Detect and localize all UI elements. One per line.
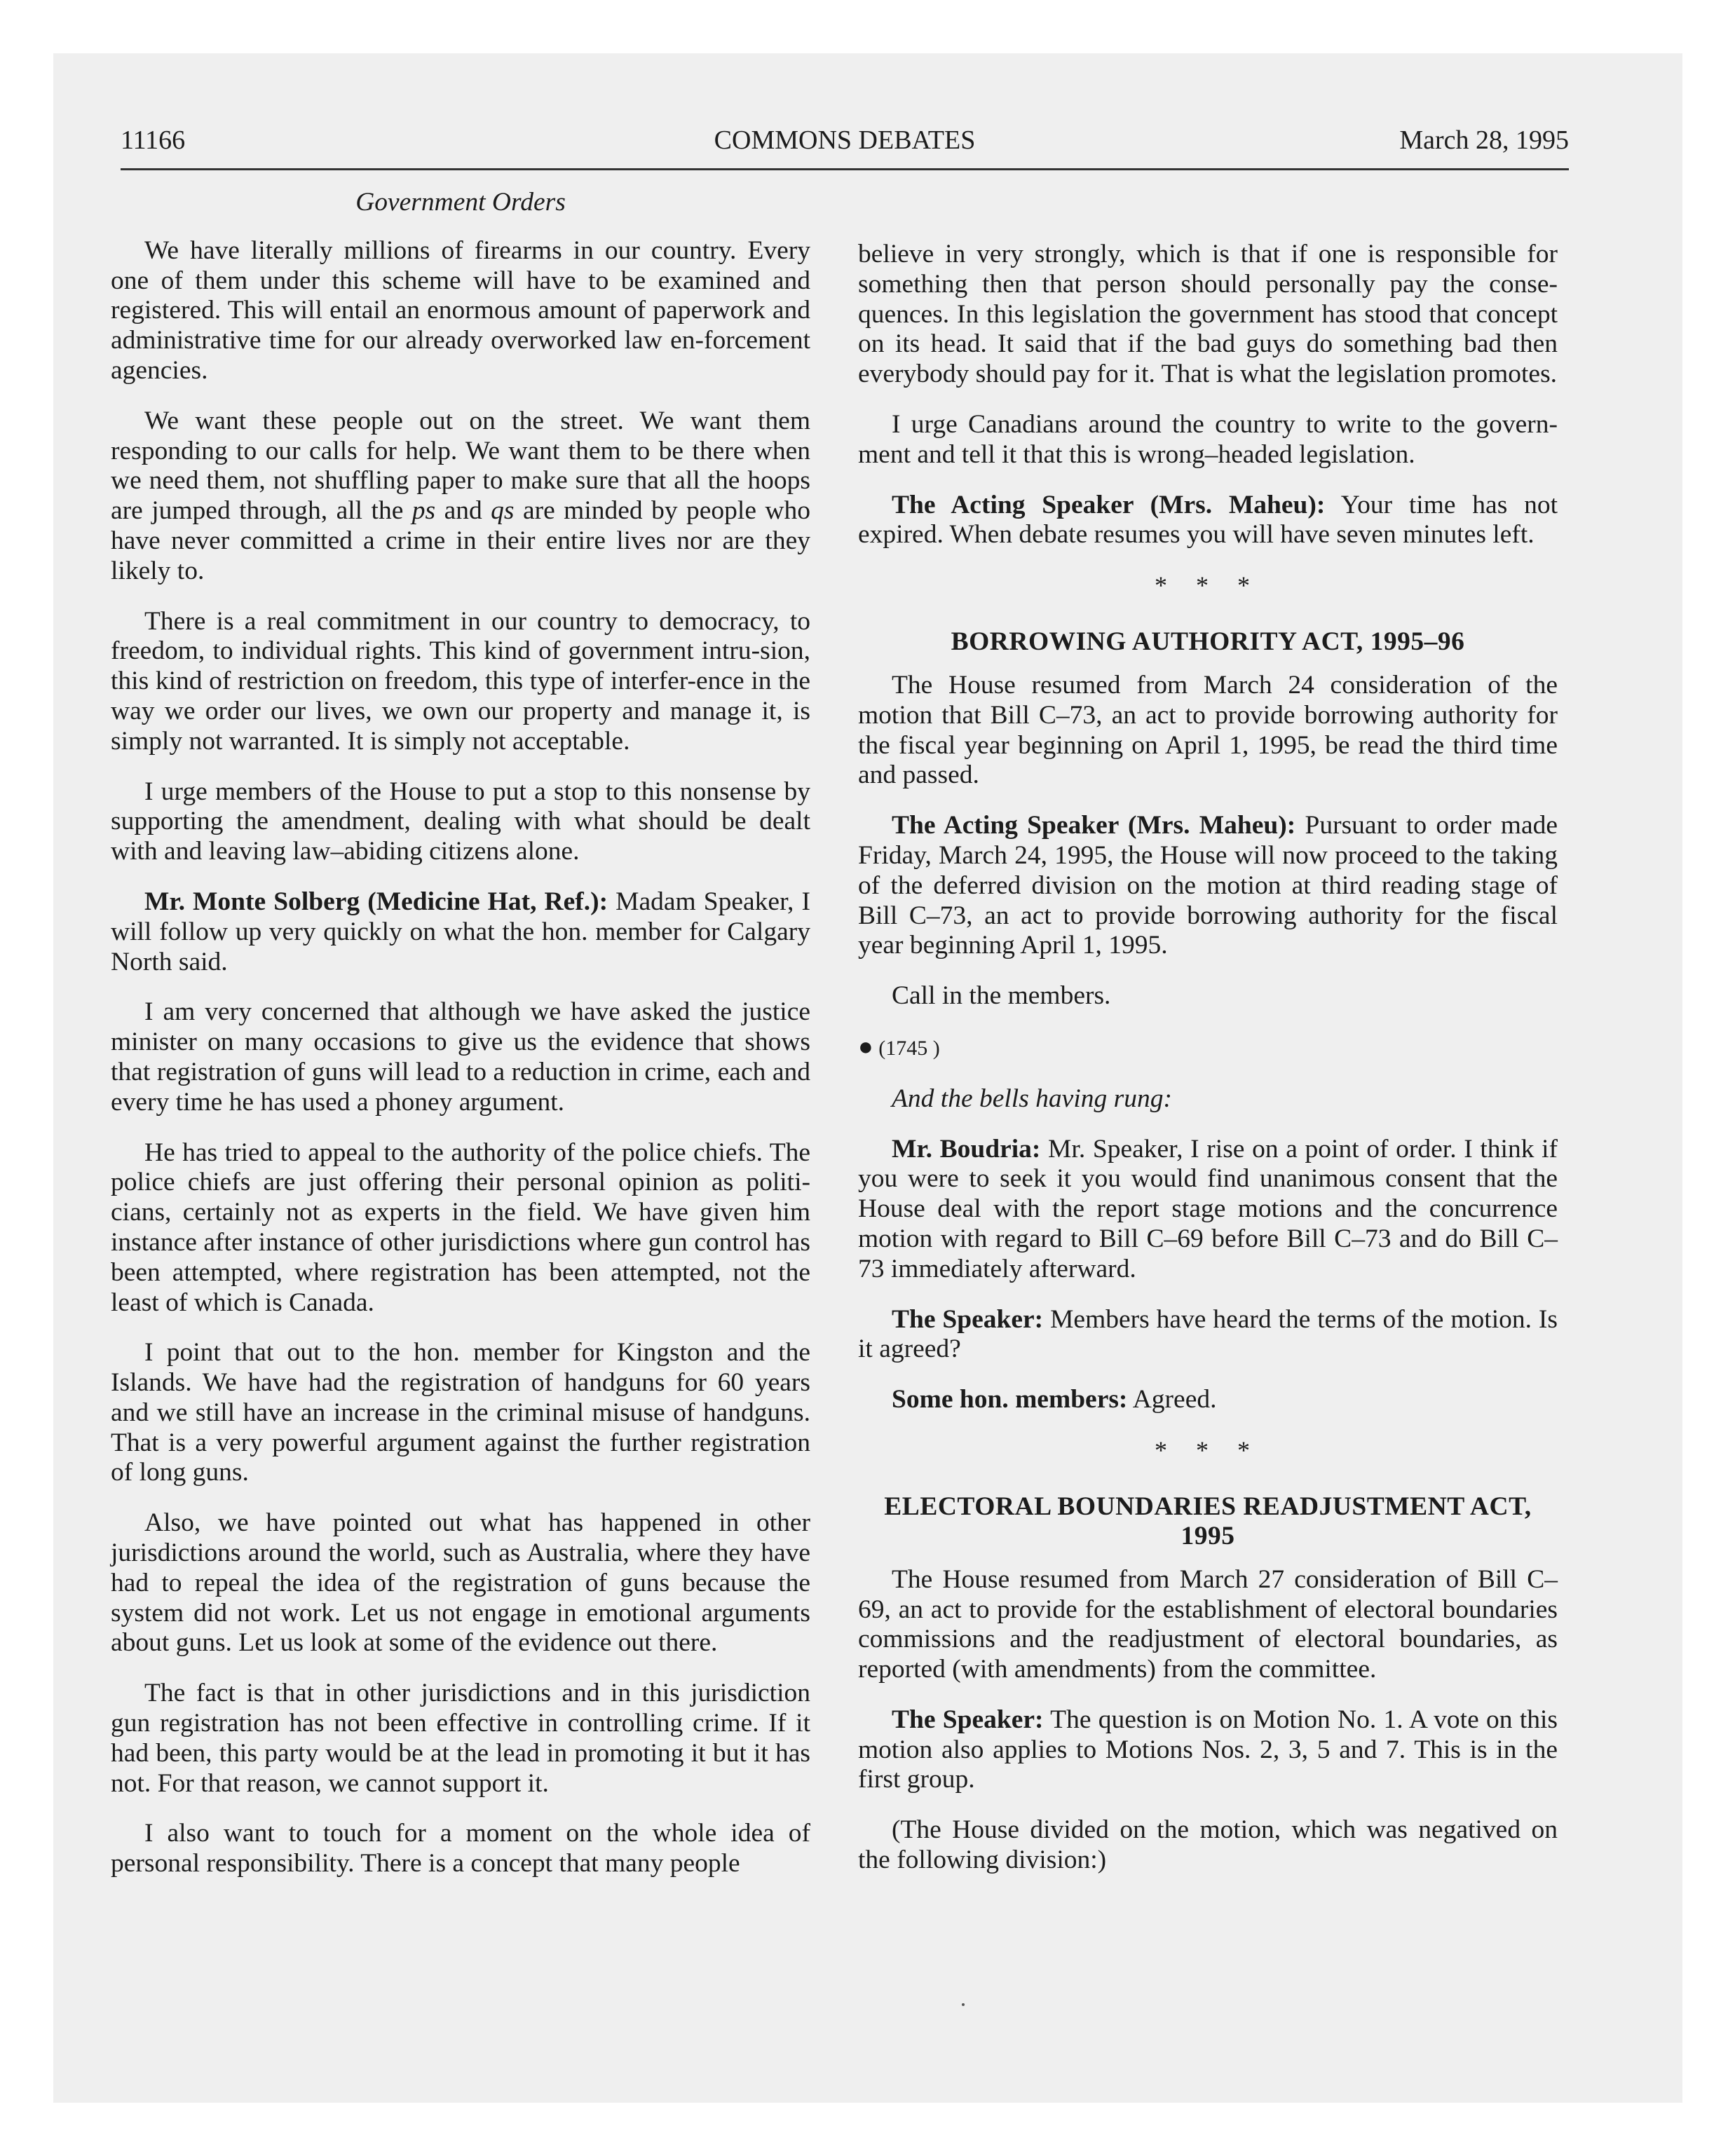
page-header — [121, 119, 1569, 170]
section-separator: * * * — [1155, 1435, 1261, 1464]
section-label: Government Orders — [355, 188, 566, 217]
speaker-name: Mr. Monte Solberg (Medicine Hat, Ref.): — [144, 887, 608, 916]
stage-direction: And the bells having rung: — [892, 1084, 1172, 1113]
section-heading: BORROWING AUTHORITY ACT, 1995–96 — [951, 627, 1465, 656]
speech-paragraph: The Acting Speaker (Mrs. Maheu): Your time has not expired. When debate resumes you will have seven minutes left. — [858, 490, 1558, 550]
paragraph: There is a real commitment in our country to democracy, to freedom, to individual rights. This kind of government intru-sion, this kind of restriction on freedom, this type of interfer-ence in the way we order our lives, we own our property and manage it, is simply not warranted. It is simply not acceptable. — [111, 606, 810, 756]
speaker-name: The Speaker: — [892, 1304, 1044, 1334]
paragraph: The House resumed from March 24 consideration of the motion that Bill C–73, an act to provide borrowing authority for the fiscal year beginning on April 1, 1995, be read the third time and passed. — [858, 670, 1558, 790]
right-column — [858, 240, 1558, 1896]
speaker-name: The Speaker: — [892, 1705, 1044, 1734]
paragraph: believe in very strongly, which is that if one is responsible for something then that person should personally pay the conse-quences. In this legislation the government has stood that concept on its head. It said that if the bad guys do something bad then everybody should pay for it. That is what the legislation promotes. — [858, 240, 1558, 389]
paragraph: I point that out to the hon. member for Kingston and the Islands. We have had the registration of handguns for 60 years and we still have an increase in the criminal misuse of handguns. That is a very powerful argument against the further registration of long guns. — [111, 1338, 810, 1487]
paragraph: I also want to touch for a moment on the whole idea of personal responsibility. There is a concept that many people — [111, 1819, 810, 1878]
speech-paragraph: The Speaker: The question is on Motion No. 1. A vote on this motion also applies to Motions Nos. 2, 3, 5 and 7. This is in the first group. — [858, 1705, 1558, 1794]
paragraph: I am very concerned that although we have asked the justice minister on many occasions to give us the evidence that shows that registration of guns will lead to a reduction in crime, each and every time he has used a phoney argument. — [111, 997, 810, 1117]
speech-paragraph: Mr. Monte Solberg (Medicine Hat, Ref.): Madam Speaker, I will follow up very quickly on what the hon. member for Calgary North said. — [111, 887, 810, 976]
speech-paragraph: Some hon. members: Agreed. — [892, 1385, 1217, 1414]
paragraph: Also, we have pointed out what has happened in other jurisdictions around the world, such as Australia, where they have had to repeal the idea of the registration of guns because the system did not work. Let us not engage in emotional arguments about guns. Let us look at some of the evidence out there. — [111, 1508, 810, 1658]
left-column — [111, 188, 810, 1899]
speaker-name: The Acting Speaker (Mrs. Maheu): — [892, 490, 1326, 519]
bullet-icon: ● — [858, 1032, 873, 1060]
publication-title: COMMONS DEBATES — [714, 125, 976, 155]
speaker-name: Mr. Boudria: — [892, 1134, 1041, 1164]
paragraph: He has tried to appeal to the authority of the police chiefs. The police chiefs are just offering their personal opinion as politi-cians, certainly not as experts in the field. We have given him instance after instance of other jurisdictions where gun control has been attempted, where registration has been attempted, not the least of which is Canada. — [111, 1138, 810, 1317]
speech-paragraph: Mr. Boudria: Mr. Speaker, I rise on a point of order. I think if you were to seek it you would find unanimous consent that the House deal with the report stage motions and the concurrence motion with regard to Bill C–69 before Bill C–73 and do Bill C–73 immediately afterward. — [858, 1134, 1558, 1283]
page-number: 11166 — [121, 125, 186, 155]
paragraph: I urge Canadians around the country to write to the govern-ment and tell it that this is wrong–headed legislation. — [858, 409, 1558, 469]
speech-paragraph: The Speaker: Members have heard the terms of the motion. Is it agreed? — [858, 1304, 1558, 1364]
paragraph: We have literally millions of firearms in our country. Every one of them under this scheme will have to be examined and registered. This will entail an enormous amount of paperwork and administrative time for our already overworked law en-forcement agencies. — [111, 236, 810, 385]
scan-speck — [962, 2003, 965, 2006]
paragraph: The fact is that in other jurisdictions and in this jurisdiction gun registration has not been effective in controlling crime. If it had been, this party would be at the lead in promoting it but it has not. For that reason, we cannot support it. — [111, 1679, 810, 1798]
time-marker: ● (1745 ) — [858, 1032, 940, 1060]
paragraph: I urge members of the House to put a stop to this nonsense by supporting the amendment, dealing with what should be dealt with and leaving law–abiding citizens alone. — [111, 777, 810, 866]
publication-date: March 28, 1995 — [1399, 125, 1569, 155]
paragraph: (The House divided on the motion, which was negatived on the following division:) — [858, 1815, 1558, 1875]
paragraph: We want these people out on the street. We want them responding to our calls for help. We want them to be there when we need them, not shuffling paper to make sure that all the hoops are jumped through, all the ps and qs are minded by people who have never committed a crime in their entire lives nor are they likely to. — [111, 406, 810, 585]
section-heading: ELECTORAL BOUNDARIES READJUSTMENT ACT, 1995 — [884, 1492, 1532, 1550]
speaker-name: The Acting Speaker (Mrs. Maheu): — [892, 811, 1296, 840]
paragraph: The House resumed from March 27 consideration of Bill C–69, an act to provide for the establishment of electoral boundaries commissions and the readjustment of electoral boundaries, as reported (with amendments) from the committee. — [858, 1564, 1558, 1684]
section-separator: * * * — [1155, 571, 1261, 600]
speech-paragraph: The Acting Speaker (Mrs. Maheu): Pursuant to order made Friday, March 24, 1995, the House will now proceed to the taking of the deferred division on the motion at third reading stage of Bill C–73, an act to provide borrowing authority for the fiscal year beginning April 1, 1995. — [858, 811, 1558, 960]
speaker-name: Some hon. members: — [892, 1385, 1128, 1414]
paragraph: Call in the members. — [892, 981, 1111, 1011]
